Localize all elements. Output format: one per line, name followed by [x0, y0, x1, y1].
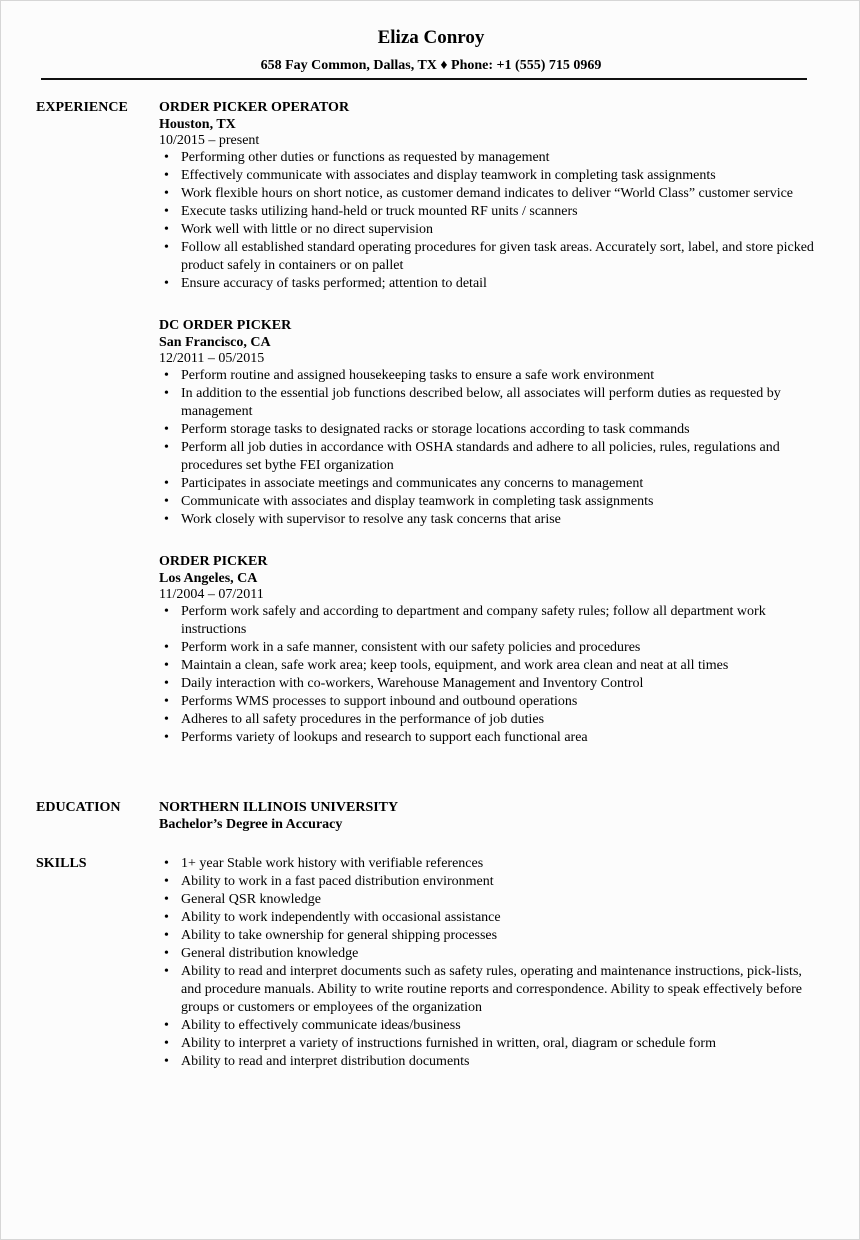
bullet-icon: • — [164, 1018, 169, 1033]
education-degree: Bachelor’s Degree in Accuracy — [159, 817, 343, 832]
header-divider — [41, 78, 807, 80]
list-item-text: Ability to work in a fast paced distribution environment — [181, 874, 494, 889]
list-item — [159, 221, 819, 239]
resume-header — [1, 26, 860, 75]
list-item-text: Maintain a clean, safe work area; keep tools, equipment, and work area clean and neat at all times — [181, 658, 729, 673]
list-item — [159, 927, 819, 945]
list-item-text: In addition to the essential job functions described below, all associates will perform duties as requested by management — [181, 386, 781, 419]
bullet-icon: • — [164, 604, 169, 619]
list-item — [159, 149, 819, 167]
list-item — [159, 909, 819, 927]
list-item-text: Performs variety of lookups and research to support each functional area — [181, 730, 588, 745]
job-entry — [159, 99, 819, 293]
list-item-text: Ability to interpret a variety of instructions furnished in written, oral, diagram or schedule form — [181, 1036, 716, 1051]
list-item-text: Execute tasks utilizing hand-held or truck mounted RF units / scanners — [181, 204, 578, 219]
list-item-text: Perform work in a safe manner, consistent with our safety policies and procedures — [181, 640, 641, 655]
list-item-text: Work flexible hours on short notice, as customer demand indicates to deliver “World Class” customer service — [181, 186, 794, 201]
list-item-text: Ensure accuracy of tasks performed; attention to detail — [181, 276, 487, 291]
list-item-text: Performing other duties or functions as requested by management — [181, 150, 550, 165]
list-item — [159, 511, 819, 529]
bullet-icon: • — [164, 892, 169, 907]
list-item — [159, 729, 819, 747]
bullet-icon: • — [164, 168, 169, 183]
bullet-icon: • — [164, 694, 169, 709]
list-item — [159, 873, 819, 891]
list-item — [159, 945, 819, 963]
list-item-text: Work well with little or no direct supervision — [181, 222, 433, 237]
skills-list — [159, 855, 819, 1071]
list-item — [159, 385, 819, 421]
list-item — [159, 421, 819, 439]
bullet-icon: • — [164, 276, 169, 291]
list-item — [159, 185, 819, 203]
job-duties-list — [159, 367, 819, 529]
list-item-text: Participates in associate meetings and communicates any concerns to management — [181, 476, 644, 491]
list-item — [159, 675, 819, 693]
list-item-text: Perform storage tasks to designated racks or storage locations according to task commands — [181, 422, 690, 437]
bullet-icon: • — [164, 730, 169, 745]
bullet-icon: • — [164, 910, 169, 925]
bullet-icon: • — [164, 1036, 169, 1051]
skills-section — [36, 855, 826, 1071]
list-item — [159, 203, 819, 221]
list-item — [159, 1017, 819, 1035]
bullet-icon: • — [164, 476, 169, 491]
job-title: DC ORDER PICKER — [159, 318, 292, 333]
list-item — [159, 367, 819, 385]
job-duties-list — [159, 603, 819, 747]
bullet-icon: • — [164, 640, 169, 655]
list-item-text: Ability to take ownership for general shipping processes — [181, 928, 498, 943]
bullet-icon: • — [164, 494, 169, 509]
job-duties-list — [159, 149, 819, 293]
list-item — [159, 855, 819, 873]
job-location: San Francisco, CA — [159, 335, 271, 350]
list-item-text: Ability to read and interpret distribution documents — [181, 1054, 470, 1069]
list-item-text: Ability to work independently with occasional assistance — [181, 910, 501, 925]
list-item-text: Perform routine and assigned housekeeping tasks to ensure a safe work environment — [181, 368, 655, 383]
list-item — [159, 603, 819, 639]
list-item-text: Follow all established standard operating procedures for given task areas. Accurately sort, label, and store picked product safely in containers or on pallet — [181, 240, 814, 273]
bullet-icon: • — [164, 150, 169, 165]
bullet-icon: • — [164, 186, 169, 201]
list-item-text: Performs WMS processes to support inbound and outbound operations — [181, 694, 578, 709]
list-item-text: Perform all job duties in accordance with OSHA standards and adhere to all policies, rules, regulations and procedures set bythe FEI organization — [181, 440, 780, 473]
experience-section — [36, 99, 826, 771]
job-dates: 11/2004 – 07/2011 — [159, 587, 264, 602]
bullet-icon: • — [164, 368, 169, 383]
job-location: Houston, TX — [159, 117, 236, 132]
list-item — [159, 439, 819, 475]
bullet-icon: • — [164, 676, 169, 691]
bullet-icon: • — [164, 386, 169, 401]
list-item — [159, 239, 819, 275]
list-item-text: Daily interaction with co-workers, Warehouse Management and Inventory Control — [181, 676, 644, 691]
job-location: Los Angeles, CA — [159, 571, 258, 586]
bullet-icon: • — [164, 440, 169, 455]
education-school: NORTHERN ILLINOIS UNIVERSITY — [159, 800, 399, 815]
list-item-text: Ability to read and interpret documents such as safety rules, operating and maintenance instructions, pick-lists, and procedure manuals. Ability to write routine reports and correspondence. Ability to speak effectively before groups or customers or employees of the organization — [181, 964, 802, 1015]
job-title: ORDER PICKER OPERATOR — [159, 100, 350, 115]
bullet-icon: • — [164, 712, 169, 727]
list-item-text: General QSR knowledge — [181, 892, 321, 907]
list-item — [159, 657, 819, 675]
list-item-text: Work closely with supervisor to resolve any task concerns that arise — [181, 512, 561, 527]
list-item-text: General distribution knowledge — [181, 946, 359, 961]
contact-line: 658 Fay Common, Dallas, TX ♦ Phone: +1 (555) 715 0969 — [260, 58, 602, 73]
bullet-icon: • — [164, 928, 169, 943]
list-item — [159, 711, 819, 729]
bullet-icon: • — [164, 240, 169, 255]
bullet-icon: • — [164, 946, 169, 961]
job-title: ORDER PICKER — [159, 554, 268, 569]
bullet-icon: • — [164, 874, 169, 889]
list-item — [159, 167, 819, 185]
list-item — [159, 493, 819, 511]
list-item — [159, 963, 819, 1017]
education-section — [36, 799, 826, 833]
list-item — [159, 891, 819, 909]
section-title-education: EDUCATION — [36, 800, 121, 815]
list-item-text: Adheres to all safety procedures in the performance of job duties — [181, 712, 545, 727]
section-title-skills: SKILLS — [36, 856, 87, 871]
job-dates: 12/2011 – 05/2015 — [159, 351, 265, 366]
candidate-name: Eliza Conroy — [377, 27, 485, 48]
section-title-experience: EXPERIENCE — [36, 100, 128, 115]
job-dates: 10/2015 – present — [159, 133, 260, 148]
list-item — [159, 275, 819, 293]
list-item-text: Perform work safely and according to department and company safety rules; follow all department work instructions — [181, 604, 766, 637]
list-item-text: Communicate with associates and display teamwork in completing task assignments — [181, 494, 654, 509]
job-entry — [159, 553, 819, 747]
list-item — [159, 475, 819, 493]
bullet-icon: • — [164, 204, 169, 219]
bullet-icon: • — [164, 222, 169, 237]
list-item-text: 1+ year Stable work history with verifiable references — [181, 856, 484, 871]
bullet-icon: • — [164, 964, 169, 979]
list-item — [159, 1035, 819, 1053]
list-item — [159, 693, 819, 711]
bullet-icon: • — [164, 856, 169, 871]
bullet-icon: • — [164, 1054, 169, 1069]
list-item — [159, 1053, 819, 1071]
bullet-icon: • — [164, 512, 169, 527]
list-item — [159, 639, 819, 657]
list-item-text: Effectively communicate with associates and display teamwork in completing task assignments — [181, 168, 716, 183]
job-entry — [159, 317, 819, 529]
bullet-icon: • — [164, 658, 169, 673]
list-item-text: Ability to effectively communicate ideas/business — [181, 1018, 461, 1033]
bullet-icon: • — [164, 422, 169, 437]
